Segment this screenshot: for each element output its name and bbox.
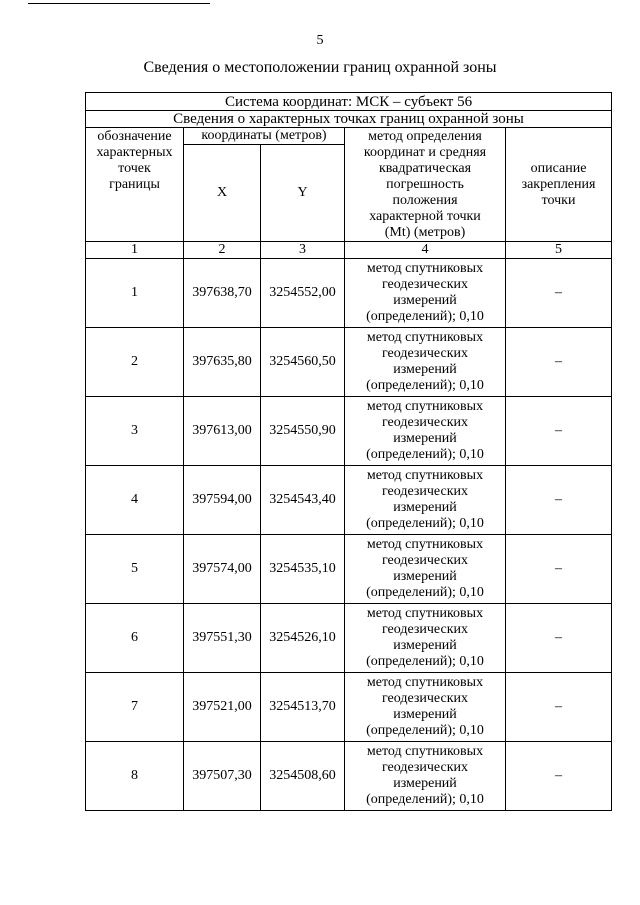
point-description: – bbox=[506, 466, 612, 535]
coord-y: 3254543,40 bbox=[261, 466, 345, 535]
method-cell bbox=[345, 535, 506, 604]
method-line: (определений); 0,10 bbox=[366, 723, 484, 738]
header-description-line: закрепления bbox=[521, 176, 596, 192]
method-line: измерений bbox=[393, 638, 457, 653]
header-y: Y bbox=[261, 145, 345, 242]
column-number: 3 bbox=[261, 242, 345, 259]
method-cell bbox=[345, 604, 506, 673]
coord-y: 3254550,90 bbox=[261, 397, 345, 466]
boundary-points-table bbox=[85, 92, 612, 811]
coord-x: 397507,30 bbox=[184, 742, 261, 811]
method-line: (определений); 0,10 bbox=[366, 378, 484, 393]
method-line: геодезических bbox=[381, 415, 468, 430]
header-coordinates: координаты (метров) bbox=[184, 128, 345, 145]
header-point-line: границы bbox=[109, 176, 160, 192]
point-description: – bbox=[506, 259, 612, 328]
header-description bbox=[506, 128, 612, 242]
method-line: метод спутниковых bbox=[366, 468, 484, 483]
header-method-line: метод определения bbox=[368, 128, 482, 144]
coord-x: 397613,00 bbox=[184, 397, 261, 466]
coord-y: 3254552,00 bbox=[261, 259, 345, 328]
point-description: – bbox=[506, 604, 612, 673]
coordinate-system-title: Система координат: МСК – субъект 56 bbox=[86, 93, 612, 111]
method-line: измерений bbox=[393, 500, 457, 515]
header-description-line: точки bbox=[541, 192, 576, 208]
table-row bbox=[86, 673, 612, 742]
header-method-line: координат и средняя bbox=[363, 144, 487, 160]
method-line: геодезических bbox=[381, 484, 468, 499]
method-line: (определений); 0,10 bbox=[366, 654, 484, 669]
method-line: (определений); 0,10 bbox=[366, 447, 484, 462]
point-description: – bbox=[506, 397, 612, 466]
method-line: геодезических bbox=[381, 346, 468, 361]
point-number: 1 bbox=[86, 259, 184, 328]
header-point-line: характерных bbox=[96, 144, 173, 160]
method-line: метод спутниковых bbox=[366, 675, 484, 690]
point-number: 8 bbox=[86, 742, 184, 811]
method-line: измерений bbox=[393, 362, 457, 377]
header-x: X bbox=[184, 145, 261, 242]
method-line: геодезических bbox=[381, 691, 468, 706]
point-description: – bbox=[506, 328, 612, 397]
header-method-line: (Mt) (метров) bbox=[384, 224, 466, 240]
column-number: 2 bbox=[184, 242, 261, 259]
coord-y: 3254526,10 bbox=[261, 604, 345, 673]
header-point-designation bbox=[86, 128, 184, 242]
table-row bbox=[86, 259, 612, 328]
header-method-line: погрешность bbox=[386, 176, 464, 192]
header-point-line: точек bbox=[118, 160, 151, 176]
point-number: 7 bbox=[86, 673, 184, 742]
point-description: – bbox=[506, 742, 612, 811]
method-line: геодезических bbox=[381, 760, 468, 775]
method-line: геодезических bbox=[381, 622, 468, 637]
method-cell bbox=[345, 328, 506, 397]
method-line: метод спутниковых bbox=[366, 330, 484, 345]
coord-x: 397574,00 bbox=[184, 535, 261, 604]
method-line: измерений bbox=[393, 293, 457, 308]
table-row bbox=[86, 604, 612, 673]
header-method-line: квадратическая bbox=[378, 160, 472, 176]
method-cell bbox=[345, 742, 506, 811]
table-row bbox=[86, 742, 612, 811]
coordinate-system-row bbox=[86, 93, 612, 111]
point-number: 3 bbox=[86, 397, 184, 466]
header-point-line: обозначение bbox=[97, 128, 172, 144]
column-number: 5 bbox=[506, 242, 612, 259]
method-line: метод спутниковых bbox=[366, 537, 484, 552]
header-method-line: положения bbox=[392, 192, 458, 208]
coord-y: 3254535,10 bbox=[261, 535, 345, 604]
section-title: Сведения о характерных точках границ охранной зоны bbox=[86, 111, 612, 128]
method-line: (определений); 0,10 bbox=[366, 516, 484, 531]
point-description: – bbox=[506, 535, 612, 604]
column-number-row bbox=[86, 242, 612, 259]
section-title-row bbox=[86, 111, 612, 128]
method-cell bbox=[345, 466, 506, 535]
page-title: Сведения о местоположении границ охранной зоны bbox=[143, 59, 497, 76]
coord-x: 397551,30 bbox=[184, 604, 261, 673]
header-method-line: характерной точки bbox=[369, 208, 481, 224]
point-number: 5 bbox=[86, 535, 184, 604]
column-number: 4 bbox=[345, 242, 506, 259]
method-cell bbox=[345, 259, 506, 328]
method-line: (определений); 0,10 bbox=[366, 792, 484, 807]
coord-x: 397635,80 bbox=[184, 328, 261, 397]
method-line: геодезических bbox=[381, 277, 468, 292]
method-line: (определений); 0,10 bbox=[366, 309, 484, 324]
point-number: 6 bbox=[86, 604, 184, 673]
top-rule bbox=[28, 3, 210, 4]
coord-y: 3254508,60 bbox=[261, 742, 345, 811]
method-line: измерений bbox=[393, 776, 457, 791]
method-line: измерений bbox=[393, 707, 457, 722]
method-line: метод спутниковых bbox=[366, 744, 484, 759]
coord-x: 397521,00 bbox=[184, 673, 261, 742]
method-line: (определений); 0,10 bbox=[366, 585, 484, 600]
table-row bbox=[86, 397, 612, 466]
table-row bbox=[86, 535, 612, 604]
header-description-line: описание bbox=[530, 160, 587, 176]
point-number: 2 bbox=[86, 328, 184, 397]
coord-x: 397594,00 bbox=[184, 466, 261, 535]
method-line: измерений bbox=[393, 569, 457, 584]
method-line: измерений bbox=[393, 431, 457, 446]
coord-y: 3254513,70 bbox=[261, 673, 345, 742]
point-number: 4 bbox=[86, 466, 184, 535]
coord-x: 397638,70 bbox=[184, 259, 261, 328]
table-row bbox=[86, 328, 612, 397]
method-cell bbox=[345, 397, 506, 466]
page-number: 5 bbox=[316, 33, 324, 48]
method-line: метод спутниковых bbox=[366, 606, 484, 621]
header-row-1 bbox=[86, 128, 612, 145]
header-method bbox=[345, 128, 506, 242]
method-line: геодезических bbox=[381, 553, 468, 568]
point-description: – bbox=[506, 673, 612, 742]
method-line: метод спутниковых bbox=[366, 399, 484, 414]
method-cell bbox=[345, 673, 506, 742]
coord-y: 3254560,50 bbox=[261, 328, 345, 397]
method-line: метод спутниковых bbox=[366, 261, 484, 276]
column-number: 1 bbox=[86, 242, 184, 259]
table-row bbox=[86, 466, 612, 535]
